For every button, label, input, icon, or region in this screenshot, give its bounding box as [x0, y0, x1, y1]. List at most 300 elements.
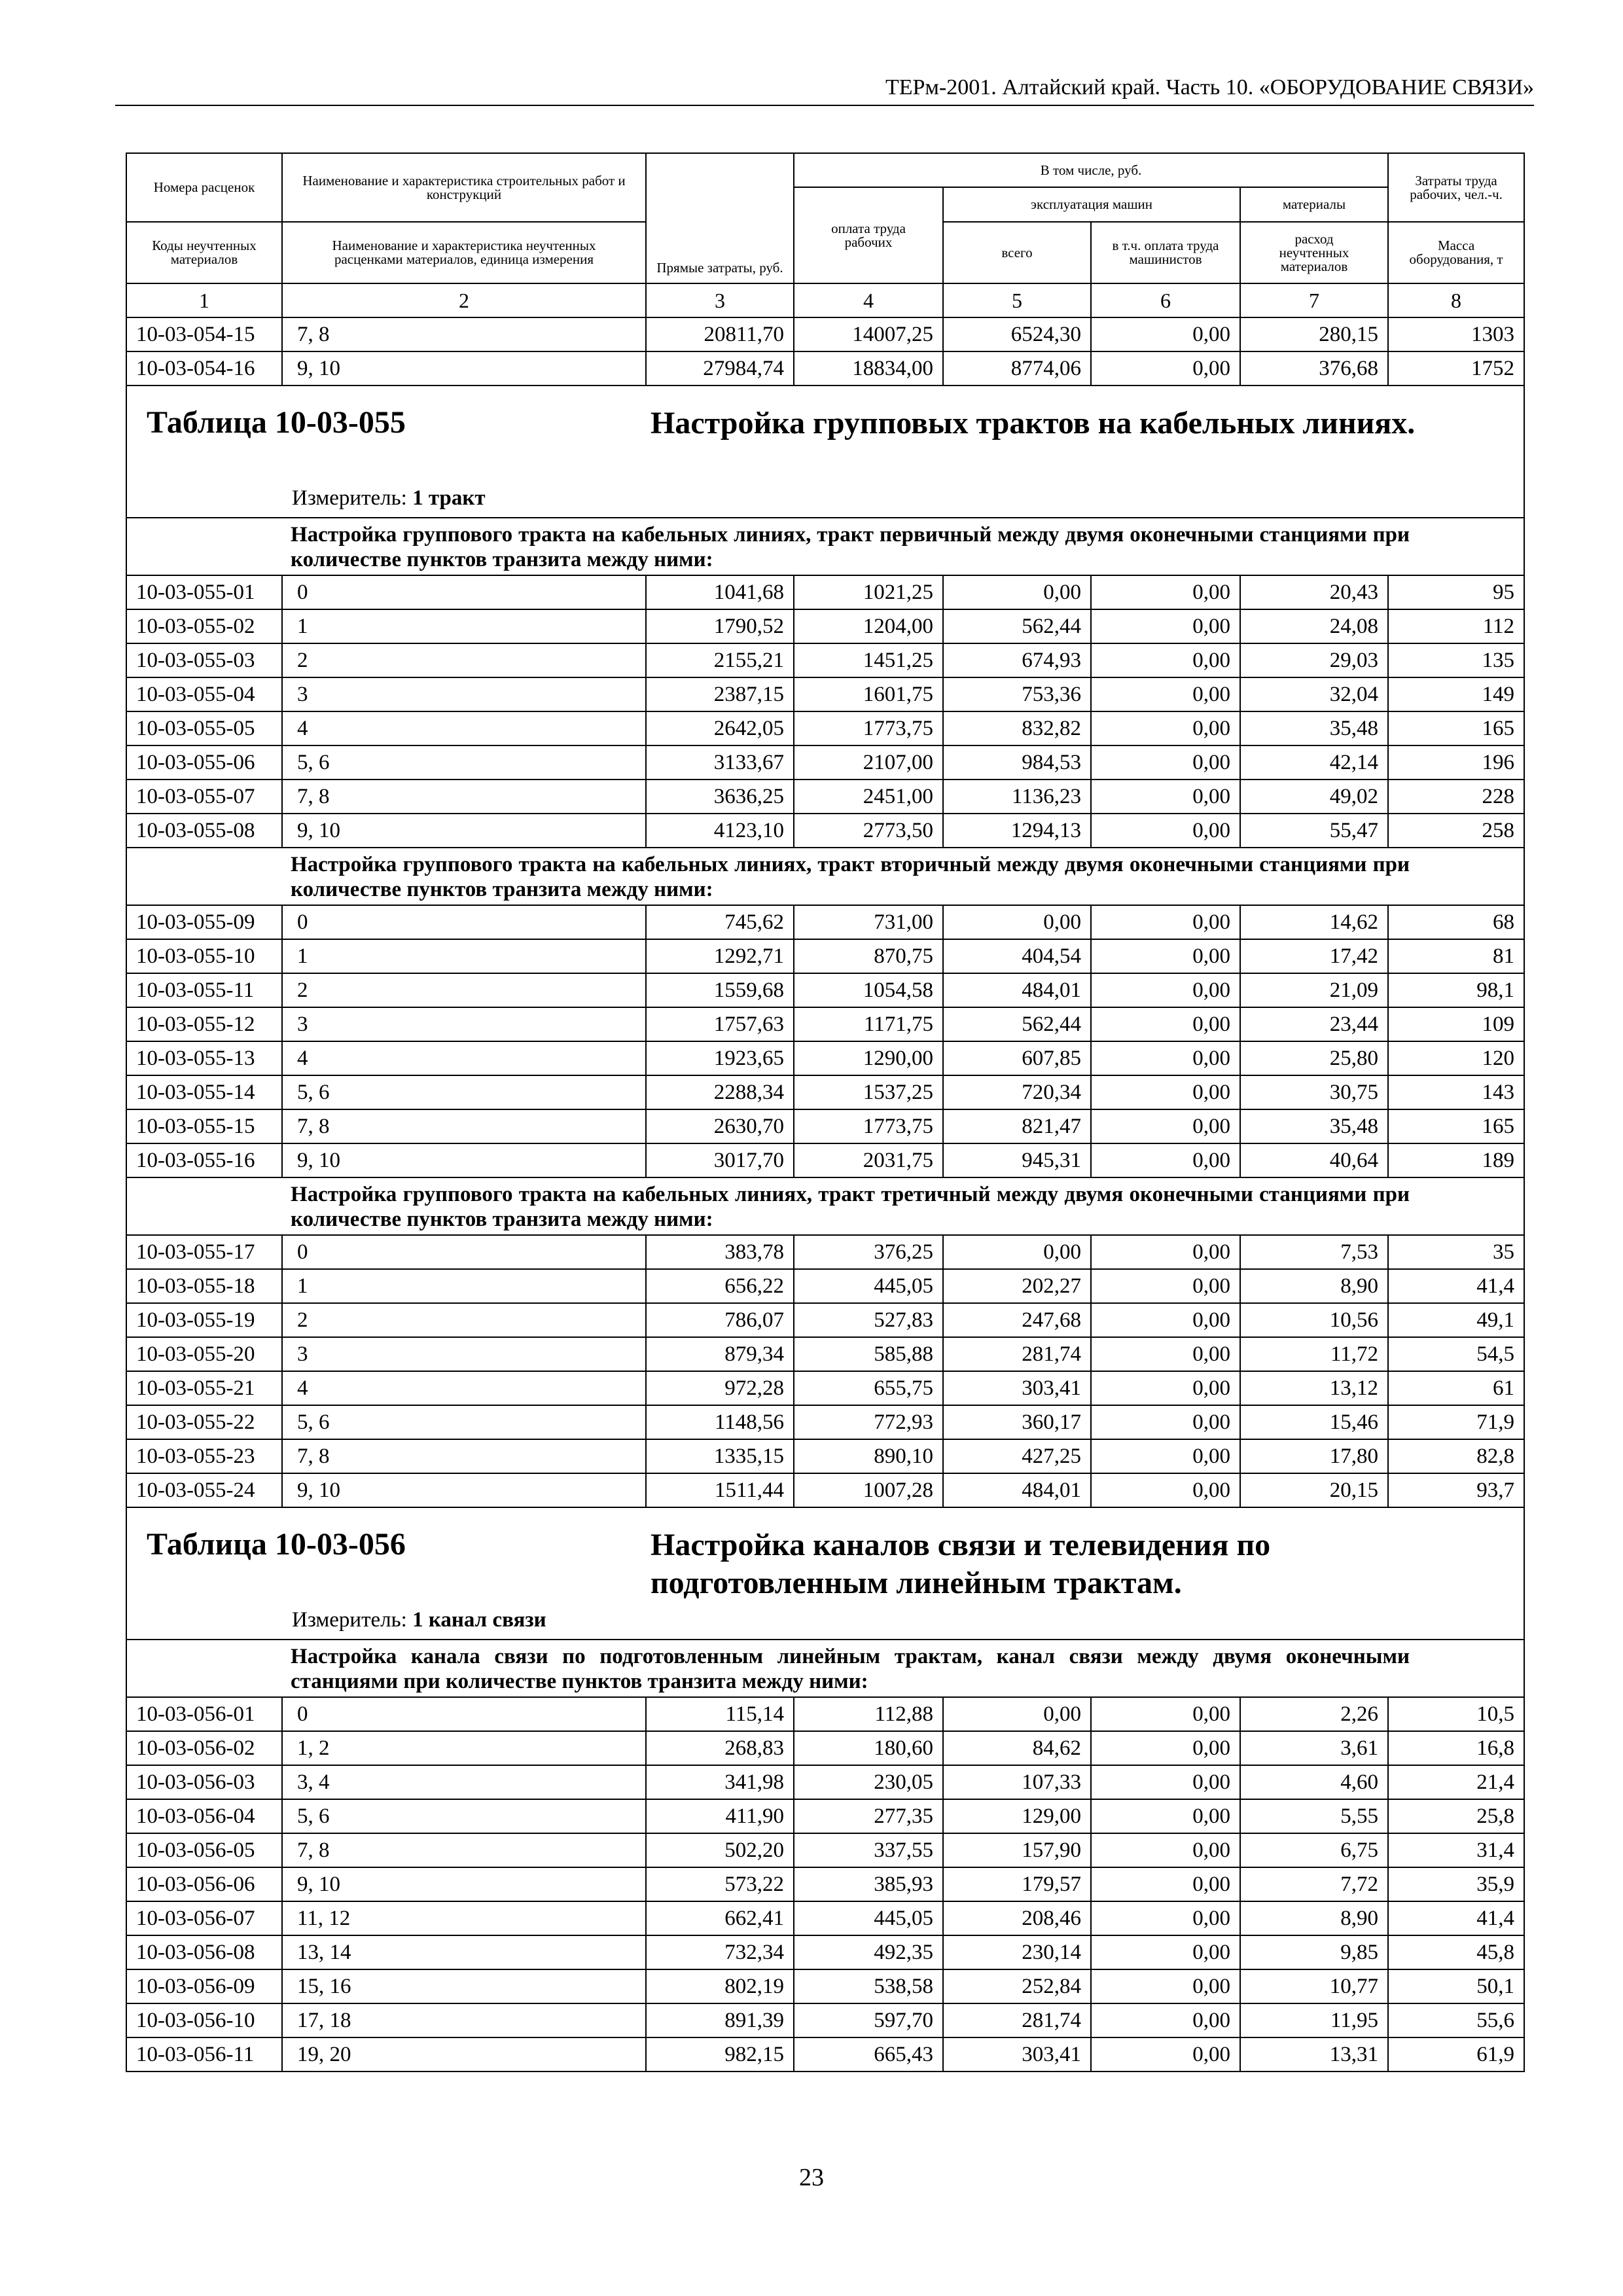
rate-code: 10-03-055-02 — [126, 609, 282, 643]
value-cell: 10,77 — [1240, 1969, 1388, 2003]
col-code-bottom: Коды неучтенных материалов — [126, 222, 282, 283]
value-cell: 1303 — [1388, 317, 1524, 351]
value-cell: 24,08 — [1240, 609, 1388, 643]
value-cell: 376,25 — [794, 1235, 943, 1269]
value-cell: 228 — [1388, 780, 1524, 814]
value-cell: 2107,00 — [794, 745, 943, 780]
rate-code: 10-03-055-03 — [126, 643, 282, 677]
value-cell: 49,02 — [1240, 780, 1388, 814]
rate-code: 10-03-055-12 — [126, 1007, 282, 1041]
table-title: Настройка групповых трактов на кабельных линиях. — [651, 406, 1416, 440]
value-cell: 55,47 — [1240, 814, 1388, 848]
value-cell: 597,70 — [794, 2003, 943, 2037]
value-cell: 4,60 — [1240, 1765, 1388, 1799]
col-num: 5 — [943, 283, 1091, 317]
table-title: Настройка каналов связи и телевидения по подготовленным линейным трактам. — [651, 1528, 1271, 1600]
value-cell: 2031,75 — [794, 1143, 943, 1177]
value-cell: 385,93 — [794, 1867, 943, 1901]
rate-code: 10-03-056-05 — [126, 1833, 282, 1867]
value-cell: 2288,34 — [646, 1075, 794, 1109]
value-cell: 35,9 — [1388, 1867, 1524, 1901]
col-name-bottom: Наименование и характеристика неучтенных расценками материалов, единица измерения — [282, 222, 646, 283]
value-cell: 562,44 — [943, 1007, 1091, 1041]
value-cell: 0,00 — [1091, 575, 1240, 609]
value-cell: 1021,25 — [794, 575, 943, 609]
table-row — [126, 1867, 1524, 1901]
transit-points: 7, 8 — [282, 1439, 646, 1473]
value-cell: 0,00 — [1091, 1405, 1240, 1439]
value-cell: 107,33 — [943, 1765, 1091, 1799]
value-cell: 135 — [1388, 643, 1524, 677]
table-row — [126, 745, 1524, 780]
value-cell: 890,10 — [794, 1439, 943, 1473]
rate-code: 10-03-056-04 — [126, 1799, 282, 1833]
table-label: Таблица 10-03-056 — [147, 1527, 406, 1562]
transit-points: 7, 8 — [282, 1109, 646, 1143]
rate-code: 10-03-056-08 — [126, 1935, 282, 1969]
value-cell: 984,53 — [943, 745, 1091, 780]
value-cell: 0,00 — [1091, 711, 1240, 745]
rate-code: 10-03-056-02 — [126, 1731, 282, 1765]
rate-code: 10-03-055-22 — [126, 1405, 282, 1439]
value-cell: 20811,70 — [646, 317, 794, 351]
value-cell: 143 — [1388, 1075, 1524, 1109]
value-cell: 27984,74 — [646, 351, 794, 386]
transit-points: 7, 8 — [282, 780, 646, 814]
value-cell: 17,42 — [1240, 939, 1388, 973]
value-cell: 9,85 — [1240, 1935, 1388, 1969]
table-row — [126, 1473, 1524, 1507]
table-row — [126, 1075, 1524, 1109]
rate-code: 10-03-054-15 — [126, 317, 282, 351]
value-cell: 8,90 — [1240, 1269, 1388, 1303]
value-cell: 538,58 — [794, 1969, 943, 2003]
table-row — [126, 814, 1524, 848]
value-cell: 0,00 — [1091, 1867, 1240, 1901]
transit-points: 3 — [282, 677, 646, 711]
rates-table — [126, 152, 1525, 2072]
col-direct: Прямые затраты, руб. — [646, 153, 794, 283]
value-cell: 3133,67 — [646, 745, 794, 780]
rate-code: 10-03-055-16 — [126, 1143, 282, 1177]
transit-points: 15, 16 — [282, 1969, 646, 2003]
value-cell: 35,48 — [1240, 1109, 1388, 1143]
unit-line — [292, 486, 486, 511]
value-cell: 21,09 — [1240, 973, 1388, 1007]
value-cell: 484,01 — [943, 1473, 1091, 1507]
value-cell: 337,55 — [794, 1833, 943, 1867]
value-cell: 662,41 — [646, 1901, 794, 1935]
rate-code: 10-03-055-21 — [126, 1371, 282, 1405]
table-row — [126, 609, 1524, 643]
transit-points: 4 — [282, 1371, 646, 1405]
value-cell: 1007,28 — [794, 1473, 943, 1507]
rate-code: 10-03-055-15 — [126, 1109, 282, 1143]
value-cell: 1294,13 — [943, 814, 1091, 848]
table-row — [126, 2003, 1524, 2037]
col-num: 8 — [1388, 283, 1524, 317]
value-cell: 81 — [1388, 939, 1524, 973]
value-cell: 0,00 — [1091, 1697, 1240, 1731]
value-cell: 202,27 — [943, 1269, 1091, 1303]
value-cell: 109 — [1388, 1007, 1524, 1041]
value-cell: 11,95 — [1240, 2003, 1388, 2037]
col-labor-cost: Затраты труда рабочих, чел.-ч. — [1388, 153, 1524, 222]
rate-code: 10-03-056-01 — [126, 1697, 282, 1731]
value-cell: 41,4 — [1388, 1901, 1524, 1935]
table-row — [126, 1439, 1524, 1473]
value-cell: 2,26 — [1240, 1697, 1388, 1731]
value-cell: 35,48 — [1240, 711, 1388, 745]
rate-code: 10-03-055-14 — [126, 1075, 282, 1109]
rate-code: 10-03-055-13 — [126, 1041, 282, 1075]
value-cell: 55,6 — [1388, 2003, 1524, 2037]
col-num: 1 — [126, 283, 282, 317]
transit-points: 0 — [282, 905, 646, 939]
value-cell: 165 — [1388, 1109, 1524, 1143]
value-cell: 5,55 — [1240, 1799, 1388, 1833]
value-cell: 258 — [1388, 814, 1524, 848]
value-cell: 0,00 — [1091, 1075, 1240, 1109]
value-cell: 0,00 — [1091, 1371, 1240, 1405]
value-cell: 0,00 — [1091, 1833, 1240, 1867]
value-cell: 35 — [1388, 1235, 1524, 1269]
value-cell: 0,00 — [943, 1697, 1091, 1731]
table-label: Таблица 10-03-055 — [147, 405, 406, 440]
value-cell: 45,8 — [1388, 1935, 1524, 1969]
transit-points: 1 — [282, 609, 646, 643]
col-name-top: Наименование и характеристика строительных работ и конструкций — [282, 153, 646, 222]
header-row-1 — [126, 153, 1524, 187]
value-cell: 341,98 — [646, 1765, 794, 1799]
rate-code: 10-03-055-10 — [126, 939, 282, 973]
transit-points: 1, 2 — [282, 1731, 646, 1765]
unit-value: 1 тракт — [412, 486, 486, 510]
value-cell: 1601,75 — [794, 677, 943, 711]
value-cell: 655,75 — [794, 1371, 943, 1405]
value-cell: 11,72 — [1240, 1337, 1388, 1371]
value-cell: 6,75 — [1240, 1833, 1388, 1867]
col-mass: Масса оборудования, т — [1388, 222, 1524, 283]
col-code-top: Номера расценок — [126, 153, 282, 222]
value-cell: 376,68 — [1240, 351, 1388, 386]
value-cell: 13,12 — [1240, 1371, 1388, 1405]
value-cell: 4123,10 — [646, 814, 794, 848]
value-cell: 982,15 — [646, 2037, 794, 2072]
table-row — [126, 1337, 1524, 1371]
value-cell: 165 — [1388, 711, 1524, 745]
rate-code: 10-03-055-01 — [126, 575, 282, 609]
subsection-row — [126, 1177, 1524, 1235]
value-cell: 1054,58 — [794, 973, 943, 1007]
value-cell: 120 — [1388, 1041, 1524, 1075]
col-machines: эксплуатация машин — [943, 187, 1240, 222]
value-cell: 0,00 — [1091, 2003, 1240, 2037]
value-cell: 562,44 — [943, 609, 1091, 643]
value-cell: 745,62 — [646, 905, 794, 939]
value-cell: 40,64 — [1240, 1143, 1388, 1177]
transit-points: 9, 10 — [282, 814, 646, 848]
value-cell: 71,9 — [1388, 1405, 1524, 1439]
transit-points: 9, 10 — [282, 1867, 646, 1901]
value-cell: 1790,52 — [646, 609, 794, 643]
value-cell: 502,20 — [646, 1833, 794, 1867]
col-num: 4 — [794, 283, 943, 317]
value-cell: 404,54 — [943, 939, 1091, 973]
col-incl: В том числе, руб. — [794, 153, 1388, 187]
rate-code: 10-03-056-06 — [126, 1867, 282, 1901]
value-cell: 1752 — [1388, 351, 1524, 386]
value-cell: 585,88 — [794, 1337, 943, 1371]
value-cell: 13,31 — [1240, 2037, 1388, 2072]
col-num: 3 — [646, 283, 794, 317]
table-row — [126, 780, 1524, 814]
value-cell: 1773,75 — [794, 711, 943, 745]
rate-code: 10-03-055-08 — [126, 814, 282, 848]
value-cell: 427,25 — [943, 1439, 1091, 1473]
value-cell: 821,47 — [943, 1109, 1091, 1143]
subsection-note: Настройка канала связи по подготовленным линейным трактам, канал связи между двумя оконечными станциями при количестве пунктов транзита между ними: — [291, 1645, 1410, 1693]
value-cell: 32,04 — [1240, 677, 1388, 711]
value-cell: 31,4 — [1388, 1833, 1524, 1867]
table-row — [126, 1371, 1524, 1405]
value-cell: 49,1 — [1388, 1303, 1524, 1337]
transit-points: 11, 12 — [282, 1901, 646, 1935]
value-cell: 0,00 — [1091, 1799, 1240, 1833]
value-cell: 25,8 — [1388, 1799, 1524, 1833]
table-row — [126, 2037, 1524, 2072]
transit-points: 0 — [282, 1697, 646, 1731]
value-cell: 15,46 — [1240, 1405, 1388, 1439]
value-cell: 832,82 — [943, 711, 1091, 745]
transit-points: 9, 10 — [282, 351, 646, 386]
subsection-row — [126, 518, 1524, 575]
value-cell: 0,00 — [1091, 1731, 1240, 1765]
table-row — [126, 1969, 1524, 2003]
value-cell: 0,00 — [1091, 1969, 1240, 2003]
transit-points: 5, 6 — [282, 745, 646, 780]
transit-points: 2 — [282, 973, 646, 1007]
subsection-row — [126, 848, 1524, 905]
value-cell: 68 — [1388, 905, 1524, 939]
rate-code: 10-03-055-07 — [126, 780, 282, 814]
table-row — [126, 1697, 1524, 1731]
value-cell: 607,85 — [943, 1041, 1091, 1075]
value-cell: 84,62 — [943, 1731, 1091, 1765]
transit-points: 1 — [282, 939, 646, 973]
col-num: 2 — [282, 283, 646, 317]
table-row — [126, 1041, 1524, 1075]
value-cell: 573,22 — [646, 1867, 794, 1901]
value-cell: 280,15 — [1240, 317, 1388, 351]
value-cell: 189 — [1388, 1143, 1524, 1177]
value-cell: 82,8 — [1388, 1439, 1524, 1473]
value-cell: 61 — [1388, 1371, 1524, 1405]
value-cell: 0,00 — [1091, 677, 1240, 711]
col-materials: материалы — [1240, 187, 1388, 222]
value-cell: 252,84 — [943, 1969, 1091, 2003]
table-row — [126, 1109, 1524, 1143]
value-cell: 0,00 — [1091, 2037, 1240, 2072]
unit-label: Измеритель: — [292, 1608, 407, 1632]
value-cell: 98,1 — [1388, 973, 1524, 1007]
table-row — [126, 1235, 1524, 1269]
col-num: 6 — [1091, 283, 1240, 317]
value-cell: 281,74 — [943, 2003, 1091, 2037]
value-cell: 1148,56 — [646, 1405, 794, 1439]
table-row — [126, 575, 1524, 609]
value-cell: 0,00 — [1091, 317, 1240, 351]
value-cell: 50,1 — [1388, 1969, 1524, 2003]
col-materials-sub: расход неучтенных материалов — [1240, 222, 1388, 283]
subsection-note: Настройка группового тракта на кабельных линиях, тракт первичный между двумя оконечными станциями при количестве пунктов транзита между ними: — [291, 523, 1410, 571]
value-cell: 29,03 — [1240, 643, 1388, 677]
value-cell: 95 — [1388, 575, 1524, 609]
value-cell: 54,5 — [1388, 1337, 1524, 1371]
table-heading — [127, 386, 1524, 517]
rate-code: 10-03-055-20 — [126, 1337, 282, 1371]
rate-code: 10-03-055-23 — [126, 1439, 282, 1473]
value-cell: 149 — [1388, 677, 1524, 711]
transit-points: 7, 8 — [282, 1833, 646, 1867]
value-cell: 10,5 — [1388, 1697, 1524, 1731]
value-cell: 0,00 — [1091, 643, 1240, 677]
col-machines-labor: в т.ч. оплата труда машинистов — [1091, 222, 1240, 283]
table-row — [126, 643, 1524, 677]
value-cell: 7,72 — [1240, 1867, 1388, 1901]
value-cell: 2630,70 — [646, 1109, 794, 1143]
value-cell: 0,00 — [943, 575, 1091, 609]
table-row — [126, 677, 1524, 711]
value-cell: 21,4 — [1388, 1765, 1524, 1799]
value-cell: 732,34 — [646, 1935, 794, 1969]
value-cell: 208,46 — [943, 1901, 1091, 1935]
value-cell: 0,00 — [1091, 609, 1240, 643]
value-cell: 8774,06 — [943, 351, 1091, 386]
table-row — [126, 1731, 1524, 1765]
value-cell: 665,43 — [794, 2037, 943, 2072]
value-cell: 0,00 — [1091, 780, 1240, 814]
value-cell: 3636,25 — [646, 780, 794, 814]
value-cell: 0,00 — [1091, 1337, 1240, 1371]
table-row — [126, 1405, 1524, 1439]
col-num: 7 — [1240, 283, 1388, 317]
table-row — [126, 711, 1524, 745]
value-cell: 303,41 — [943, 1371, 1091, 1405]
value-cell: 411,90 — [646, 1799, 794, 1833]
value-cell: 179,57 — [943, 1867, 1091, 1901]
value-cell: 0,00 — [1091, 939, 1240, 973]
value-cell: 3017,70 — [646, 1143, 794, 1177]
value-cell: 0,00 — [1091, 1269, 1240, 1303]
value-cell: 360,17 — [943, 1405, 1091, 1439]
rate-code: 10-03-056-07 — [126, 1901, 282, 1935]
table-row — [126, 1303, 1524, 1337]
rate-code: 10-03-055-05 — [126, 711, 282, 745]
transit-points: 19, 20 — [282, 2037, 646, 2072]
value-cell: 1923,65 — [646, 1041, 794, 1075]
value-cell: 3,61 — [1240, 1731, 1388, 1765]
value-cell: 18834,00 — [794, 351, 943, 386]
transit-points: 5, 6 — [282, 1075, 646, 1109]
value-cell: 1757,63 — [646, 1007, 794, 1041]
value-cell: 0,00 — [1091, 1439, 1240, 1473]
subsection-note: Настройка группового тракта на кабельных линиях, тракт вторичный между двумя оконечными станциями при количестве пунктов транзита между ними: — [291, 853, 1410, 901]
value-cell: 527,83 — [794, 1303, 943, 1337]
col-labor: оплата труда рабочих — [794, 187, 943, 283]
value-cell: 786,07 — [646, 1303, 794, 1337]
value-cell: 25,80 — [1240, 1041, 1388, 1075]
value-cell: 1136,23 — [943, 780, 1091, 814]
unit-value: 1 канал связи — [412, 1608, 546, 1632]
value-cell: 6524,30 — [943, 317, 1091, 351]
value-cell: 0,00 — [1091, 814, 1240, 848]
table-row — [126, 1143, 1524, 1177]
value-cell: 1041,68 — [646, 575, 794, 609]
unit-label: Измеритель: — [292, 486, 407, 510]
transit-points: 13, 14 — [282, 1935, 646, 1969]
value-cell: 14007,25 — [794, 317, 943, 351]
value-cell: 2451,00 — [794, 780, 943, 814]
value-cell: 0,00 — [1091, 905, 1240, 939]
value-cell: 20,15 — [1240, 1473, 1388, 1507]
value-cell: 0,00 — [1091, 1143, 1240, 1177]
value-cell: 891,39 — [646, 2003, 794, 2037]
table-row — [126, 1765, 1524, 1799]
value-cell: 7,53 — [1240, 1235, 1388, 1269]
value-cell: 1292,71 — [646, 939, 794, 973]
value-cell: 112 — [1388, 609, 1524, 643]
value-cell: 0,00 — [943, 905, 1091, 939]
value-cell: 0,00 — [1091, 1041, 1240, 1075]
rate-code: 10-03-055-19 — [126, 1303, 282, 1337]
rate-code: 10-03-055-17 — [126, 1235, 282, 1269]
value-cell: 115,14 — [646, 1697, 794, 1731]
value-cell: 1204,00 — [794, 609, 943, 643]
value-cell: 720,34 — [943, 1075, 1091, 1109]
unit-line — [292, 1608, 546, 1632]
value-cell: 1511,44 — [646, 1473, 794, 1507]
table-row — [126, 905, 1524, 939]
value-cell: 281,74 — [943, 1337, 1091, 1371]
transit-points: 3 — [282, 1337, 646, 1371]
col-machines-total: всего — [943, 222, 1091, 283]
value-cell: 277,35 — [794, 1799, 943, 1833]
value-cell: 445,05 — [794, 1269, 943, 1303]
value-cell: 112,88 — [794, 1697, 943, 1731]
transit-points: 1 — [282, 1269, 646, 1303]
value-cell: 484,01 — [943, 973, 1091, 1007]
value-cell: 16,8 — [1388, 1731, 1524, 1765]
value-cell: 1290,00 — [794, 1041, 943, 1075]
value-cell: 41,4 — [1388, 1269, 1524, 1303]
value-cell: 674,93 — [943, 643, 1091, 677]
value-cell: 1559,68 — [646, 973, 794, 1007]
value-cell: 753,36 — [943, 677, 1091, 711]
table-row — [126, 1935, 1524, 1969]
value-cell: 870,75 — [794, 939, 943, 973]
value-cell: 8,90 — [1240, 1901, 1388, 1935]
value-cell: 2387,15 — [646, 677, 794, 711]
value-cell: 2155,21 — [646, 643, 794, 677]
value-cell: 802,19 — [646, 1969, 794, 2003]
table-row — [126, 351, 1524, 386]
value-cell: 879,34 — [646, 1337, 794, 1371]
value-cell: 303,41 — [943, 2037, 1091, 2072]
transit-points: 4 — [282, 1041, 646, 1075]
transit-points: 7, 8 — [282, 317, 646, 351]
transit-points: 2 — [282, 1303, 646, 1337]
